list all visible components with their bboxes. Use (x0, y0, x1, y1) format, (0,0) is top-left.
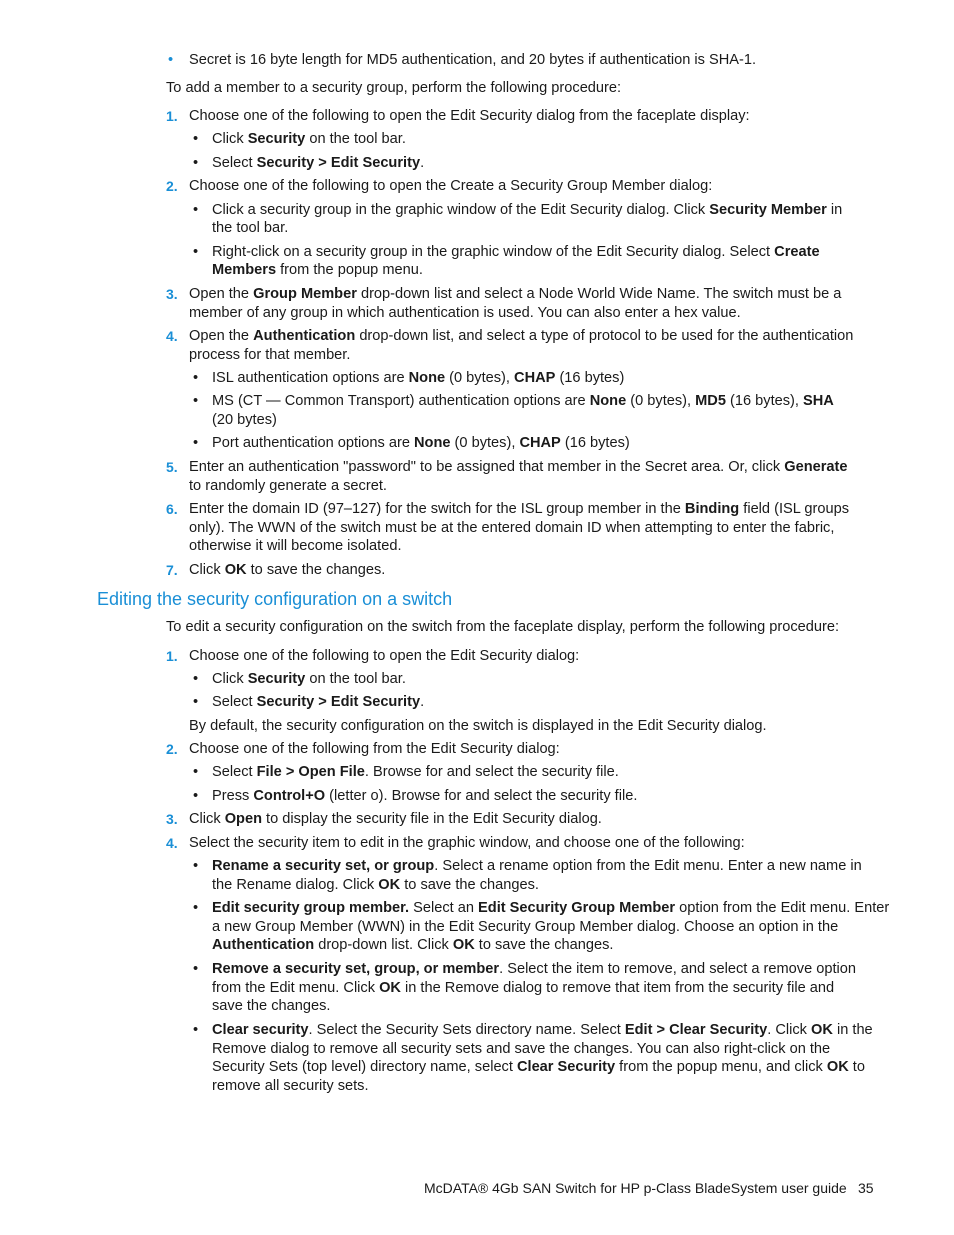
bullet-marker: • (193, 961, 199, 977)
step-text: to randomly generate a secret. (189, 478, 387, 494)
bullet-text: Click a security group in the graphic window of the Edit Security dialog. Click Security Member in (212, 202, 843, 218)
page-number: 35 (858, 1180, 874, 1196)
section-heading: Editing the security configuration on a switch (97, 589, 453, 609)
bullet-marker: • (193, 671, 199, 687)
bullet-marker: • (193, 244, 199, 260)
bullet-marker: • (193, 788, 199, 804)
bullet-text: Authentication drop-down list. Click OK to save the changes. (212, 937, 614, 954)
bullet-text: the tool bar. (212, 220, 289, 236)
step-text: Select the security item to edit in the graphic window, and choose one of the following: (189, 835, 745, 851)
bullet-text: Select File > Open File. Browse for and select the security file. (212, 764, 619, 780)
bullet-text: Edit security group member. Select an Edit Security Group Member option from the Edit menu. Enter (212, 900, 890, 916)
bullet-text: Press Control+O (letter o). Browse for and select the security file. (212, 788, 638, 804)
procedure-intro: To add a member to a security group, perform the following procedure: (166, 80, 622, 96)
step-note: By default, the security configuration on the switch is displayed in the Edit Security dialog. (189, 718, 767, 734)
bullet-marker: • (193, 155, 199, 171)
bullet-text: Click Security on the tool bar. (212, 671, 406, 687)
step-number: 4. (166, 328, 178, 344)
bullet-text: (20 bytes) (212, 412, 277, 428)
procedure-intro: To edit a security configuration on the switch from the faceplate display, perform the following procedure: (166, 619, 840, 635)
bullet-marker: • (193, 370, 199, 386)
bullet-marker: • (193, 694, 199, 710)
bullet-marker: • (193, 900, 199, 916)
bullet-text: from the Edit menu. Click OK in the Remove dialog to remove that item from the security file and (212, 979, 835, 996)
step-number: 4. (166, 835, 178, 851)
step-text: member of any group in which authentication is used. You can also enter a hex value. (189, 305, 741, 321)
step-text: Click OK to save the changes. (189, 562, 386, 578)
bullet-marker: • (193, 131, 199, 147)
bullet-text: Secret is 16 byte length for MD5 authentication, and 20 bytes if authentication is SHA-1. (189, 52, 757, 68)
bullet-text: Remove a security set, group, or member. Select the item to remove, and select a remove option (212, 961, 857, 977)
step-text: only). The WWN of the switch must be at the entered domain ID when attempting to enter the fabric, (189, 520, 835, 536)
step-number: 2. (166, 178, 178, 194)
bullet-text: MS (CT — Common Transport) authentication options are None (0 bytes), MD5 (16 bytes), SHA (212, 393, 834, 409)
bullet-text: the Rename dialog. Click OK to save the changes. (212, 876, 539, 893)
step-text: Choose one of the following to open the Create a Security Group Member dialog: (189, 178, 713, 194)
bullet-marker: • (193, 393, 199, 409)
bullet-text: save the changes. (212, 998, 331, 1015)
bullet-text: Rename a security set, or group. Select a rename option from the Edit menu. Enter a new name in (212, 858, 862, 874)
step-text: Choose one of the following from the Edit Security dialog: (189, 741, 560, 757)
step-text: Click Open to display the security file in the Edit Security dialog. (189, 811, 602, 827)
bullet-marker: • (193, 1022, 199, 1038)
bullet-text: Click Security on the tool bar. (212, 131, 406, 147)
step-number: 3. (166, 811, 178, 827)
step-number: 6. (166, 501, 178, 517)
bullet-marker: • (193, 858, 199, 874)
bullet-text: ISL authentication options are None (0 bytes), CHAP (16 bytes) (212, 370, 625, 386)
bullet-text: Select Security > Edit Security. (212, 155, 425, 171)
bullet-marker: • (193, 202, 199, 218)
bullet-text: Right-click on a security group in the graphic window of the Edit Security dialog. Select Create (212, 244, 820, 260)
step-text: Choose one of the following to open the Edit Security dialog from the faceplate display: (189, 108, 750, 124)
step-text: otherwise it will become isolated. (189, 538, 402, 554)
step-number: 5. (166, 459, 178, 475)
step-number: 7. (166, 562, 178, 578)
bullet-marker: • (168, 52, 174, 68)
bullet-text: Security Sets (top level) directory name, select Clear Security from the popup menu, and click OK to (212, 1059, 865, 1076)
step-text: Choose one of the following to open the Edit Security dialog: (189, 648, 580, 664)
bullet-text: a new Group Member (WWN) in the Edit Security Group Member dialog. Choose an option in the (212, 918, 839, 935)
bullet-text: Port authentication options are None (0 bytes), CHAP (16 bytes) (212, 435, 630, 451)
step-text: Enter an authentication "password" to be assigned that member in the Secret area. Or, click Generate (189, 459, 848, 475)
step-number: 2. (166, 741, 178, 757)
step-number: 3. (166, 286, 178, 302)
step-text: Open the Group Member drop-down list and select a Node World Wide Name. The switch must be a (189, 286, 842, 302)
footer-title: McDATA® 4Gb SAN Switch for HP p-Class BladeSystem user guide (424, 1180, 847, 1196)
step-text: Enter the domain ID (97–127) for the switch for the ISL group member in the Binding field (ISL groups (189, 501, 849, 517)
bullet-text: remove all security sets. (212, 1077, 369, 1094)
bullet-text: Members from the popup menu. (212, 262, 423, 278)
step-text: process for that member. (189, 347, 351, 363)
step-number: 1. (166, 648, 178, 664)
step-text: Open the Authentication drop-down list, and select a type of protocol to be used for the authentication (189, 328, 854, 344)
bullet-text: Select Security > Edit Security. (212, 694, 425, 710)
bullet-text: Clear security. Select the Security Sets directory name. Select Edit > Clear Security. Click OK in the (212, 1022, 873, 1038)
bullet-marker: • (193, 764, 199, 780)
bullet-text: Remove dialog to remove all security sets and save the changes. You can also right-click on the (212, 1040, 831, 1057)
bullet-marker: • (193, 435, 199, 451)
step-number: 1. (166, 108, 178, 124)
